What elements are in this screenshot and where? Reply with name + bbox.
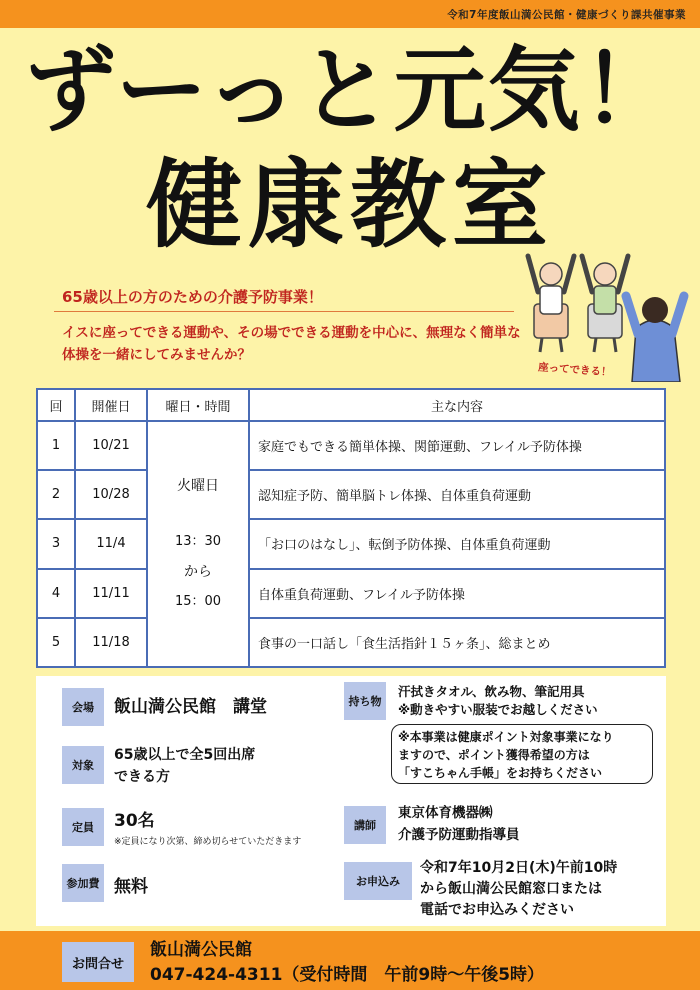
schedule-table xyxy=(36,388,666,668)
session-content: 自体重負荷運動、フレイル予防体操 xyxy=(249,569,665,618)
items-line1: 汗拭きタオル、飲み物、筆記用具 xyxy=(398,684,585,699)
col-header-daytime: 曜日・時間 xyxy=(147,389,249,421)
session-date: 10/28 xyxy=(75,470,147,519)
description: イスに座ってできる運動や、その場でできる運動を中心に、無理なく簡単な体操を一緒にしてみませんか？ xyxy=(62,325,521,363)
target-value xyxy=(114,744,255,788)
seated-person-1 xyxy=(528,256,574,352)
table-row xyxy=(37,569,665,618)
contact-name: 飯山満公民館 xyxy=(150,940,252,960)
day-time-cell xyxy=(147,421,249,667)
table-row xyxy=(37,470,665,519)
session-number: 2 xyxy=(37,470,75,519)
session-number: 3 xyxy=(37,519,75,568)
organizer-text: 令和7年度飯山満公民館・健康づくり課共催事業 xyxy=(447,9,686,21)
instructor-line1: 東京体育機器㈱ xyxy=(398,805,493,821)
note-line1: ※本事業は健康ポイント対象事業になり xyxy=(398,730,614,744)
schedule-header-row xyxy=(37,389,665,421)
venue-value: 飯山満公民館 講堂 xyxy=(114,697,267,717)
session-content: 「お口のはなし」、転倒予防体操、自体重負荷運動 xyxy=(249,519,665,568)
capacity-value: 30名 xyxy=(114,811,155,831)
items-value xyxy=(398,683,598,719)
apply-line3: 電話でお申込みください xyxy=(420,902,574,918)
session-date: 11/11 xyxy=(75,569,147,618)
capacity-note: ※定員になり次第、締め切らせていただきます xyxy=(114,837,302,847)
session-content: 家庭でもできる簡単体操、関節運動、フレイル予防体操 xyxy=(249,421,665,470)
capacity-label: 定員 xyxy=(62,808,104,846)
items-label: 持ち物 xyxy=(344,682,386,720)
session-number: 5 xyxy=(37,618,75,667)
session-date: 11/4 xyxy=(75,519,147,568)
note-line3: 「すこちゃん手帳」をお持ちください xyxy=(398,766,603,780)
subtitle: 65歳以上の方のための介護予防事業！ xyxy=(62,288,323,306)
health-point-note xyxy=(391,724,653,784)
contact-info xyxy=(150,938,544,988)
contact-label: お問合せ xyxy=(62,942,134,982)
instructor-value xyxy=(398,802,520,846)
apply-label: お申込み xyxy=(344,862,412,900)
subtitle-underline xyxy=(54,311,514,312)
fee-label: 参加費 xyxy=(62,864,104,902)
contact-phone: 047-424-4311（受付時間 午前9時〜午後5時） xyxy=(150,965,545,985)
main-title-line2: 健康教室 xyxy=(146,149,554,261)
target-label: 対象 xyxy=(62,746,104,784)
start-time: 13：30 xyxy=(174,534,222,549)
end-time: 15：00 xyxy=(174,594,222,609)
time-from: から xyxy=(184,564,212,580)
session-date: 11/18 xyxy=(75,618,147,667)
instructor-figure xyxy=(626,296,684,382)
day-of-week: 火曜日 xyxy=(177,478,219,494)
note-line2: ますので、ポイント獲得希望の方は xyxy=(398,748,590,762)
table-row xyxy=(37,618,665,667)
table-row xyxy=(37,519,665,568)
col-header-no: 回 xyxy=(37,389,75,421)
header-bar xyxy=(0,0,700,28)
illustration-caption: 座ってできる！ xyxy=(537,361,612,379)
apply-line2: から飯山満公民館窓口または xyxy=(420,881,602,897)
table-row xyxy=(37,421,665,470)
target-line2: できる方 xyxy=(114,769,170,785)
target-line1: 65歳以上で全5回出席 xyxy=(114,747,256,763)
apply-line1: 令和7年10月2日(木)午前10時 xyxy=(420,860,618,876)
main-title-line1: ずーっと元気！ xyxy=(24,37,676,144)
instructor-line2: 介護予防運動指導員 xyxy=(398,827,520,843)
venue-label: 会場 xyxy=(62,688,104,726)
instructor-label: 講師 xyxy=(344,806,386,844)
col-header-content: 主な内容 xyxy=(249,389,665,421)
session-number: 4 xyxy=(37,569,75,618)
col-header-date: 開催日 xyxy=(75,389,147,421)
apply-value xyxy=(420,858,617,921)
items-line2: ※動きやすい服装でお越しください xyxy=(398,702,598,717)
seated-person-2 xyxy=(582,256,628,352)
fee-value: 無料 xyxy=(114,877,148,897)
session-content: 食事の一口話し「食生活指針１５ヶ条」、総まとめ xyxy=(249,618,665,667)
session-date: 10/21 xyxy=(75,421,147,470)
session-number: 1 xyxy=(37,421,75,470)
session-content: 認知症予防、簡単脳トレ体操、自体重負荷運動 xyxy=(249,470,665,519)
